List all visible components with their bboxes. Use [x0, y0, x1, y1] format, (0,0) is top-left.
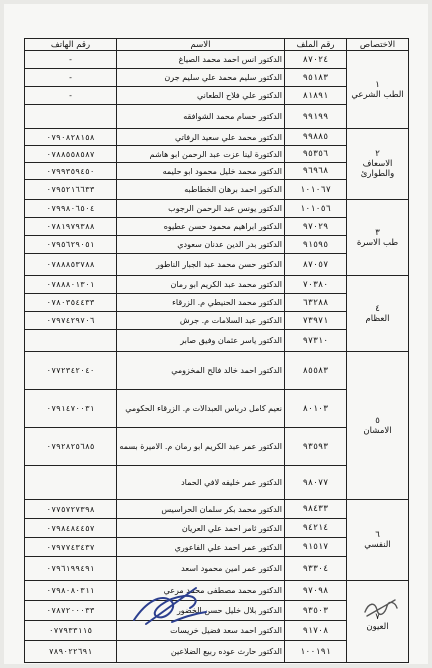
specialty-number: ٦: [375, 530, 380, 540]
doctor-name: الدكتور محمد علي سعيد الرفاتي: [117, 129, 285, 146]
file-number: ١٠٠١٩١: [285, 641, 347, 663]
file-number: ٩٨٠٧٧: [285, 466, 347, 500]
doctor-name: الدكتور عمر خليفه لافي الحماد: [117, 466, 285, 500]
specialty-number: ٢: [375, 149, 380, 159]
file-number: ٩٩٨٨٥: [285, 129, 347, 146]
phone-number: ٠٧٧٩٣٣١١٥: [25, 621, 117, 641]
file-number: ٩١٥١٧: [285, 538, 347, 557]
specialty-number: ٣: [375, 227, 380, 238]
file-number: ٨٥٥٨٣: [285, 352, 347, 390]
doctor-name: الدكتور عمر امين محمود اسعد: [117, 557, 285, 581]
phone-number: ٧٨٩٠٢٢٦٩١: [25, 641, 117, 663]
file-number: ١٠١٠٦٧: [285, 180, 347, 200]
phone-number: -: [25, 51, 117, 69]
file-number: ٩٧٠٩٨: [285, 581, 347, 601]
file-number: ٩٤٢١٤: [285, 519, 347, 538]
phone-number: ٠٧٩٩٣٥٩٤٥٠: [25, 163, 117, 180]
doctor-name: الدكتور بدر الدين عدنان سعودي: [117, 236, 285, 254]
specialty-cell: [347, 51, 409, 129]
table-row: [25, 276, 409, 294]
doctor-name: الدكتور بلال خليل حسن الخضور: [117, 601, 285, 621]
table-row: [25, 200, 409, 218]
phone-number: ٠٧٩٧٤٢٩٧٠٦: [25, 312, 117, 330]
specialty-name: العيون: [366, 621, 389, 632]
specialty-number: ١: [375, 79, 380, 90]
specialty-cell: [347, 352, 409, 500]
file-number: ٩٣٥٠٣: [285, 601, 347, 621]
signature-mark: [126, 580, 216, 635]
phone-number: ٠٧٩٠٨٢٨١٥٨: [25, 129, 117, 146]
doctor-name: الدكتور ابراهيم محمود حسن عطيوه: [117, 218, 285, 236]
phone-number: [25, 105, 117, 129]
specialty-name: الطب الشرعي: [351, 89, 404, 100]
doctor-name: الدكتور حسام محمد الشوافقه: [117, 105, 285, 129]
phone-number: ٠٧٧٥٧٢٧٣٩٨: [25, 500, 117, 519]
specialty-name: طب الاسرة: [356, 237, 399, 248]
phone-number: -: [25, 69, 117, 87]
phone-number: ٠٧٩٥٦٢٩٠٥١: [25, 236, 117, 254]
table-row: [25, 581, 409, 601]
specialty-name: النفسي: [364, 540, 391, 550]
doctor-name: الدكتورة لينا عزت عبد الرحمن ابو هاشم: [117, 146, 285, 163]
specialty-number: ٧: [375, 611, 380, 622]
header-file-no: رقم الملف: [285, 39, 347, 51]
file-number: ٨٠١٠٣: [285, 390, 347, 428]
file-number: ٩٨٤٣٣: [285, 500, 347, 519]
phone-number: ٠٧٩١٤٧٠٠٣١: [25, 390, 117, 428]
doctor-name: الدكتور عمر عبد الكريم ابو رمان م. الاميرة بسمه: [117, 428, 285, 466]
file-number: ٩٧٣١٠: [285, 330, 347, 352]
doctor-name: الدكتور محمد خليل محمود ابو حليمه: [117, 163, 285, 180]
doctor-name: نعيم كامل درباس العبدالات م. الزرقاء الحكومي: [117, 390, 285, 428]
doctor-name: الدكتور حارث عوده ربيع الضلاعين: [117, 641, 285, 663]
doctor-name: الدكتور يونس عبد الرحمن الرجوب: [117, 200, 285, 218]
doctor-name: الدكتور احمد برهان الخطاطبه: [117, 180, 285, 200]
table-row: [25, 51, 409, 69]
phone-number: ٠٧٨٠٣٥٤٤٣٣: [25, 294, 117, 312]
table-row: [25, 352, 409, 390]
file-number: ٩٣٣٠٤: [285, 557, 347, 581]
table-row: [25, 129, 409, 146]
phone-number: [25, 466, 117, 500]
document-page: [4, 4, 428, 664]
phone-number: ٠٧٩٨٤٨٤٤٥٧: [25, 519, 117, 538]
file-number: ٩٥١٨٣: [285, 69, 347, 87]
doctor-name: الدكتور محمد بكر سلمان الحراسيس: [117, 500, 285, 519]
phone-number: -: [25, 87, 117, 105]
doctor-name: الدكتور احمد خالد فالح المخزومي: [117, 352, 285, 390]
doctor-name: الدكتور ثامر احمد علي العريان: [117, 519, 285, 538]
doctor-name: الدكتور عبد السلامات م. جرش: [117, 312, 285, 330]
doctor-name: الدكتور علي فلاح الطعاني: [117, 87, 285, 105]
file-number: ١٠١٠٥٦: [285, 200, 347, 218]
doctor-name: الدكتور احمد سعد فضيل خريسات: [117, 621, 285, 641]
phone-number: ٠٧٧٢٣٤٢٠٤٠: [25, 352, 117, 390]
doctor-name: الدكتور حسن محمد عبد الجبار الناطور: [117, 254, 285, 276]
doctor-name: الدكتور عمر احمد علي الفاعوري: [117, 538, 285, 557]
file-number: ٩٣٥٩٣: [285, 428, 347, 466]
phone-number: ٠٧٨٧٢٠٠٠٣٣: [25, 601, 117, 621]
specialty-name: الاسعاف والطوارئ: [360, 159, 395, 179]
specialty-cell: [347, 200, 409, 276]
specialty-number: ٤: [375, 303, 380, 314]
doctor-name: الدكتور محمد مصطفى محمد مرعي: [117, 581, 285, 601]
phone-number: ٠٧٨٨٨٥٣٧٨٨: [25, 254, 117, 276]
specialty-cell: [347, 276, 409, 352]
header-name: الاسم: [117, 39, 285, 51]
file-number: ٩٦٩٦٨: [285, 163, 347, 180]
file-number: ٦٣٢٨٨: [285, 294, 347, 312]
doctor-name: الدكتور محمد الحنيطي م. الزرقاء: [117, 294, 285, 312]
doctor-name: الدكتور انس احمد محمد الصياغ: [117, 51, 285, 69]
table-row: [25, 500, 409, 519]
header-specialty: الاختصاص: [347, 39, 409, 51]
file-number: ٨٧٠٢٤: [285, 51, 347, 69]
phone-number: ٠٧٩٩٨٠٦٥٠٤: [25, 200, 117, 218]
phone-number: ٠٧٩٨٠٨٠٣١١: [25, 581, 117, 601]
phone-number: ٠٧٩٧٧٤٣٤٣٧: [25, 538, 117, 557]
file-number: ٩٩١٩٩: [285, 105, 347, 129]
specialty-cell: [347, 129, 409, 200]
doctor-name: الدكتور محمد عبد الكريم ابو رمان: [117, 276, 285, 294]
file-number: ٨١٨٩١: [285, 87, 347, 105]
file-number: ٩١٧٠٨: [285, 621, 347, 641]
file-number: ٩١٥٩٥: [285, 236, 347, 254]
phone-number: ٠٧٩٥٢١٦٦٣٣: [25, 180, 117, 200]
initials-mark: [361, 596, 401, 622]
phone-number: ٠٧٩٢٨٢٥٦٨٥: [25, 428, 117, 466]
specialty-name: الامشان: [363, 425, 392, 436]
doctor-name: الدكتور ياسر عثمان وفيق صابر: [117, 330, 285, 352]
phone-number: ٠٧٨٨٨٠١٣٠١: [25, 276, 117, 294]
file-number: ٧٠٣٨٠: [285, 276, 347, 294]
header-row: [25, 39, 409, 51]
doctor-name: الدكتور سليم محمد علي سليم جرن: [117, 69, 285, 87]
specialty-number: ٥: [375, 415, 380, 426]
header-phone: رقم الهاتف: [25, 39, 117, 51]
phone-number: ٠٧٨٨٥٥٨٥٨٧: [25, 146, 117, 163]
specialty-cell: [347, 500, 409, 581]
phone-number: ٠٧٩٦١٩٩٤٩١: [25, 557, 117, 581]
file-number: ٩٥٣٥٦: [285, 146, 347, 163]
file-number: ٧٣٩٧١: [285, 312, 347, 330]
specialty-name: العظام: [365, 313, 390, 324]
phone-number: [25, 330, 117, 352]
doctors-table: [24, 38, 409, 663]
file-number: ٩٧٠٢٩: [285, 218, 347, 236]
file-number: ٨٧٠٥٧: [285, 254, 347, 276]
phone-number: ٠٧٨١٩٧٩٣٨٨: [25, 218, 117, 236]
